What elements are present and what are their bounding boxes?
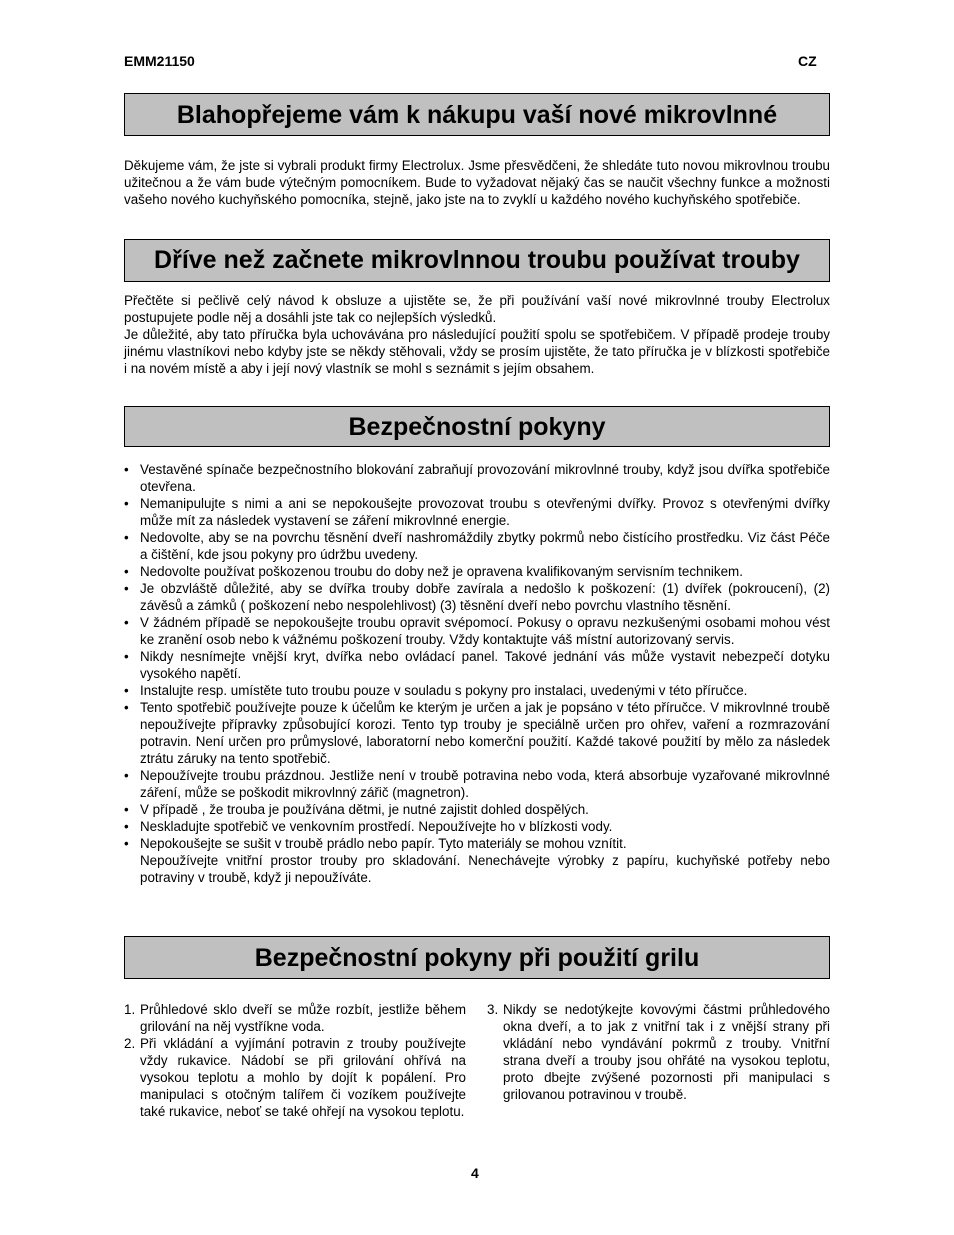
bullet: • — [124, 581, 129, 596]
language-code: CZ — [798, 53, 817, 69]
list-item: • Tento spotřebič používejte pouze k účelům ke kterým je určen a jak je popsáno v této příručce. V mikrovlnné troubě nepoužívejte přípravky způsobující korozi. Tento typ trouby je speciálně určen pro ohřev, vaření a rozmrazování potravin. Není určen pro průmyslové, laboratorní nebo komerční použití. Každé takové použití by mělo za následek ztrátu záruky na tento spotřebič. — [124, 700, 830, 766]
list-item: • Vestavěné spínače bezpečnostního blokování zabraňují provozování mikrovlnné trouby, když jsou dvířka spotřebiče otevřena. — [124, 462, 830, 494]
bullet: • — [124, 768, 129, 783]
bullet: • — [124, 615, 129, 630]
intro-paragraph: Děkujeme vám, že jste si vybrali produkt firmy Electrolux. Jsme přesvědčeni, že shledáte tuto novou mikrovlnou troubu užitečnou a že vám bude výtečným pomocníkem. Bude to vyžadovat nějaký čas se naučit všechny funkce a možnosti vašeho nového kuchyňského pomocníka, stejně, jako jste na to zvyklí u každého nového kuchyňského spotřebiče. — [124, 158, 830, 207]
model-number: EMM21150 — [124, 53, 195, 69]
bullet: • — [124, 530, 129, 545]
safety-heading: Bezpečnostní pokyny — [124, 406, 830, 447]
grill-list-left — [124, 1001, 466, 1120]
bullet: • — [124, 819, 129, 834]
list-item: 3. Nikdy se nedotýkejte kovovými částmi průhledového okna dveří, a to jak z vnitřní tak i z vnější strany při vkládání nebo vyndávání pokrmů z trouby. Vnitřní strana dveří a trouby jsou ohřáté na vysokou teplotu, proto dbejte zvýšené pozornosti při manipulaci s grilovanou potravinou v troubě. — [487, 1002, 830, 1102]
storage-note: Nepoužívejte vnitřní prostor trouby pro skladování. Nenechávejte výrobky z papíru, kuchyňské potřeby nebo potraviny v troubě, když ji nepoužíváte. — [140, 853, 830, 885]
bullet: • — [124, 462, 129, 477]
congrats-heading: Blahopřejeme vám k nákupu vaší nové mikrovlnné — [124, 93, 830, 136]
list-item: • Nepoužívejte troubu prázdnou. Jestliže není v troubě potravina nebo voda, která absorbuje vyzařované mikrovlnné záření, může se poškodit mikrovlnný zářič (magnetron). — [124, 768, 830, 800]
list-item: 1. Průhledové sklo dveří se může rozbít, jestliže během grilování na něj vystříkne voda. — [124, 1002, 466, 1034]
bullet: • — [124, 802, 129, 817]
list-item: • Instalujte resp. umístěte tuto troubu pouze v souladu s pokyny pro instalaci, uvedenými v této příručce. — [124, 683, 748, 698]
page-number: 4 — [471, 1165, 479, 1181]
list-item: • Neskladujte spotřebič ve venkovním prostředí. Nepoužívejte ho v blízkosti vody. — [124, 819, 613, 834]
list-item: • Nedovolte používat poškozenou troubu do doby než je opravena kvalifikovaným servisním technikem. — [124, 564, 743, 579]
grill-list-right — [487, 1001, 830, 1103]
bullet: • — [124, 683, 129, 698]
safety-list — [124, 461, 830, 886]
before-use-text — [124, 292, 830, 377]
list-item: • Nepokoušejte se sušit v troubě prádlo nebo papír. Tyto materiály se mohou vznítit. Nepoužívejte vnitřní prostor trouby pro skladování. Nenechávejte výrobky z papíru, kuchyňské potřeby nebo potraviny v troubě, když ji nepoužíváte. — [124, 836, 830, 885]
item-number: 3. — [487, 1002, 499, 1017]
before-use-heading: Dříve než začnete mikrovlnnou troubu používat trouby — [124, 239, 830, 282]
grill-safety-heading: Bezpečnostní pokyny při použití grilu — [124, 936, 830, 979]
bullet: • — [124, 496, 129, 511]
list-item: 2. Při vkládání a vyjímání potravin z trouby používejte vždy rukavice. Nádobí se při grilování ohřívá na vysokou teplotu a mohlo by dojít k popálení. Pro manipulaci s otočným talířem či vozíkem používejte také rukavice, neboť se také ohřejí na vysokou teplotu. — [124, 1036, 466, 1119]
list-item: • Nemanipulujte s nimi a ani se nepokoušejte provozovat troubu s otevřenými dvířky. Provoz s otevřenými dvířky může mít za následek vystavení se záření mikrovlnné energie. — [124, 496, 830, 528]
bullet: • — [124, 564, 129, 579]
list-item: • Je obzvláště důležité, aby se dvířka trouby dobře zavírala a nedošlo k poškození: (1) dvířek (pokroucení), (2) závěsů a zámků ( poškození nebo nespolehlivost) (3) těsnění dveří nebo povrchu vlastního těsnění. — [124, 581, 830, 613]
bullet: • — [124, 700, 129, 715]
bullet: • — [124, 649, 129, 664]
list-item: • Nedovolte, aby se na povrchu těsnění dveří nashromáždily zbytky pokrmů nebo čistícího prostředku. Viz část Péče a čištění, kde jsou pokyny pro údržbu uvedeny. — [124, 530, 830, 562]
list-item: • Nikdy nesnímejte vnější kryt, dvířka nebo ovládací panel. Takové jednání vás může vystavit nebezpečí dotyku vysokého napětí. — [124, 649, 830, 681]
item-number: 1. — [124, 1002, 136, 1017]
before-use-paragraph-1: Přečtěte si pečlivě celý návod k obsluze a ujistěte se, že při používání vaší nové mikrovlnné trouby Electrolux postupujete podle něj a dosáhli jste tak co nejlepších výsledků. — [124, 293, 830, 325]
bullet: • — [124, 836, 129, 851]
item-number: 2. — [124, 1036, 136, 1051]
before-use-paragraph-2: Je důležité, aby tato příručka byla uchovávána pro následující použití spolu se spotřebičem. V případě prodeje trouby jinému vlastníkovi nebo kdyby jste se někdy stěhovali, vždy se prosím ujistěte, že tato příručka je v blízkosti spotřebiče i na novém místě a aby i její nový vlastník se mohl s seznámit s jejím obsahem. — [124, 327, 830, 376]
list-item: • V žádném případě se nepokoušejte troubu opravit svépomocí. Pokusy o opravu nezkušenými osobami mohou vést ke zranění osob nebo k vážnému poškození trouby. Vždy kontaktujte váš místní autorizovaný servis. — [124, 615, 830, 647]
list-item: • V případě , že trouba je používána dětmi, je nutné zajistit dohled dospělých. — [124, 802, 589, 817]
